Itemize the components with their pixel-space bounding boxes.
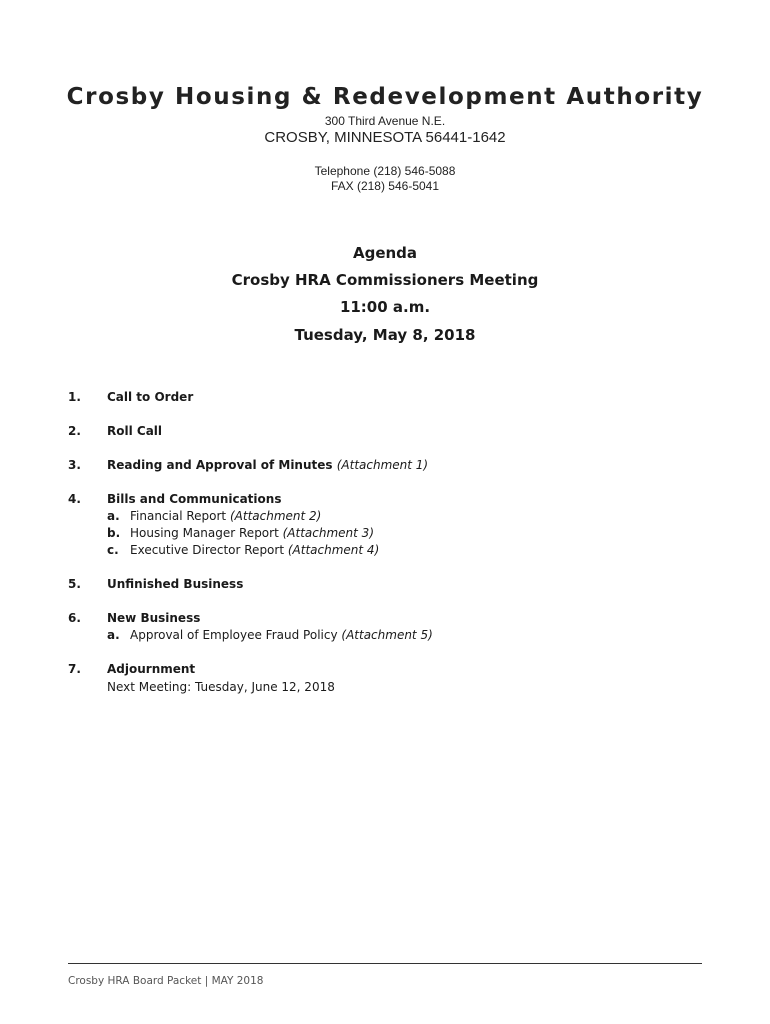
sub-item-letter: a. (107, 509, 120, 523)
attachment-reference: (Attachment 2) (229, 509, 322, 523)
agenda-title: Agenda (352, 244, 418, 262)
item-title-wrapper (107, 458, 428, 472)
sub-item (107, 526, 374, 540)
sub-item-letter: a. (107, 628, 120, 642)
attachment-reference: (Attachment 4) (287, 543, 380, 557)
footer-text: Crosby HRA Board Packet | MAY 2018 (68, 975, 264, 987)
meeting-time: 11:00 a.m. (339, 298, 431, 316)
item-number: 6. (68, 611, 81, 625)
telephone-number: Telephone (218) 546-5088 (314, 164, 456, 178)
item-title: Reading and Approval of Minutes (107, 458, 333, 472)
item-number: 7. (68, 662, 81, 676)
next-meeting-note: Next Meeting: Tuesday, June 12, 2018 (107, 680, 335, 694)
sub-item-text: Financial Report (130, 509, 227, 523)
item-title: Call to Order (107, 390, 194, 404)
footer-divider (68, 963, 702, 964)
item-number: 2. (68, 424, 81, 438)
city-state-zip: CROSBY, MINNESOTA 56441-1642 (264, 129, 506, 146)
item-number: 3. (68, 458, 81, 472)
item-title: Bills and Communications (107, 492, 282, 506)
sub-item (107, 628, 433, 642)
item-title: New Business (107, 611, 201, 625)
item-number: 5. (68, 577, 81, 591)
sub-item-letter: c. (107, 543, 119, 557)
item-title: Roll Call (107, 424, 163, 438)
attachment-reference: (Attachment 5) (341, 628, 433, 642)
sub-item (107, 509, 321, 523)
sub-item-letter: b. (107, 526, 121, 540)
sub-item-text: Housing Manager Report (130, 526, 279, 540)
meeting-date: Tuesday, May 8, 2018 (294, 326, 476, 344)
sub-item-text: Approval of Employee Fraud Policy (130, 628, 338, 642)
item-title: Adjournment (107, 662, 196, 676)
item-number: 1. (68, 390, 81, 404)
sub-item (107, 543, 379, 557)
organization-name: Crosby Housing & Redevelopment Authority (66, 84, 704, 110)
attachment-reference: (Attachment 1) (336, 458, 429, 472)
fax-number: FAX (218) 546-5041 (330, 179, 440, 193)
item-number: 4. (68, 492, 81, 506)
meeting-name: Crosby HRA Commissioners Meeting (231, 271, 539, 289)
sub-item-text: Executive Director Report (130, 543, 285, 557)
attachment-reference: (Attachment 3) (282, 526, 374, 540)
item-title: Unfinished Business (107, 577, 244, 591)
street-address: 300 Third Avenue N.E. (324, 114, 446, 128)
